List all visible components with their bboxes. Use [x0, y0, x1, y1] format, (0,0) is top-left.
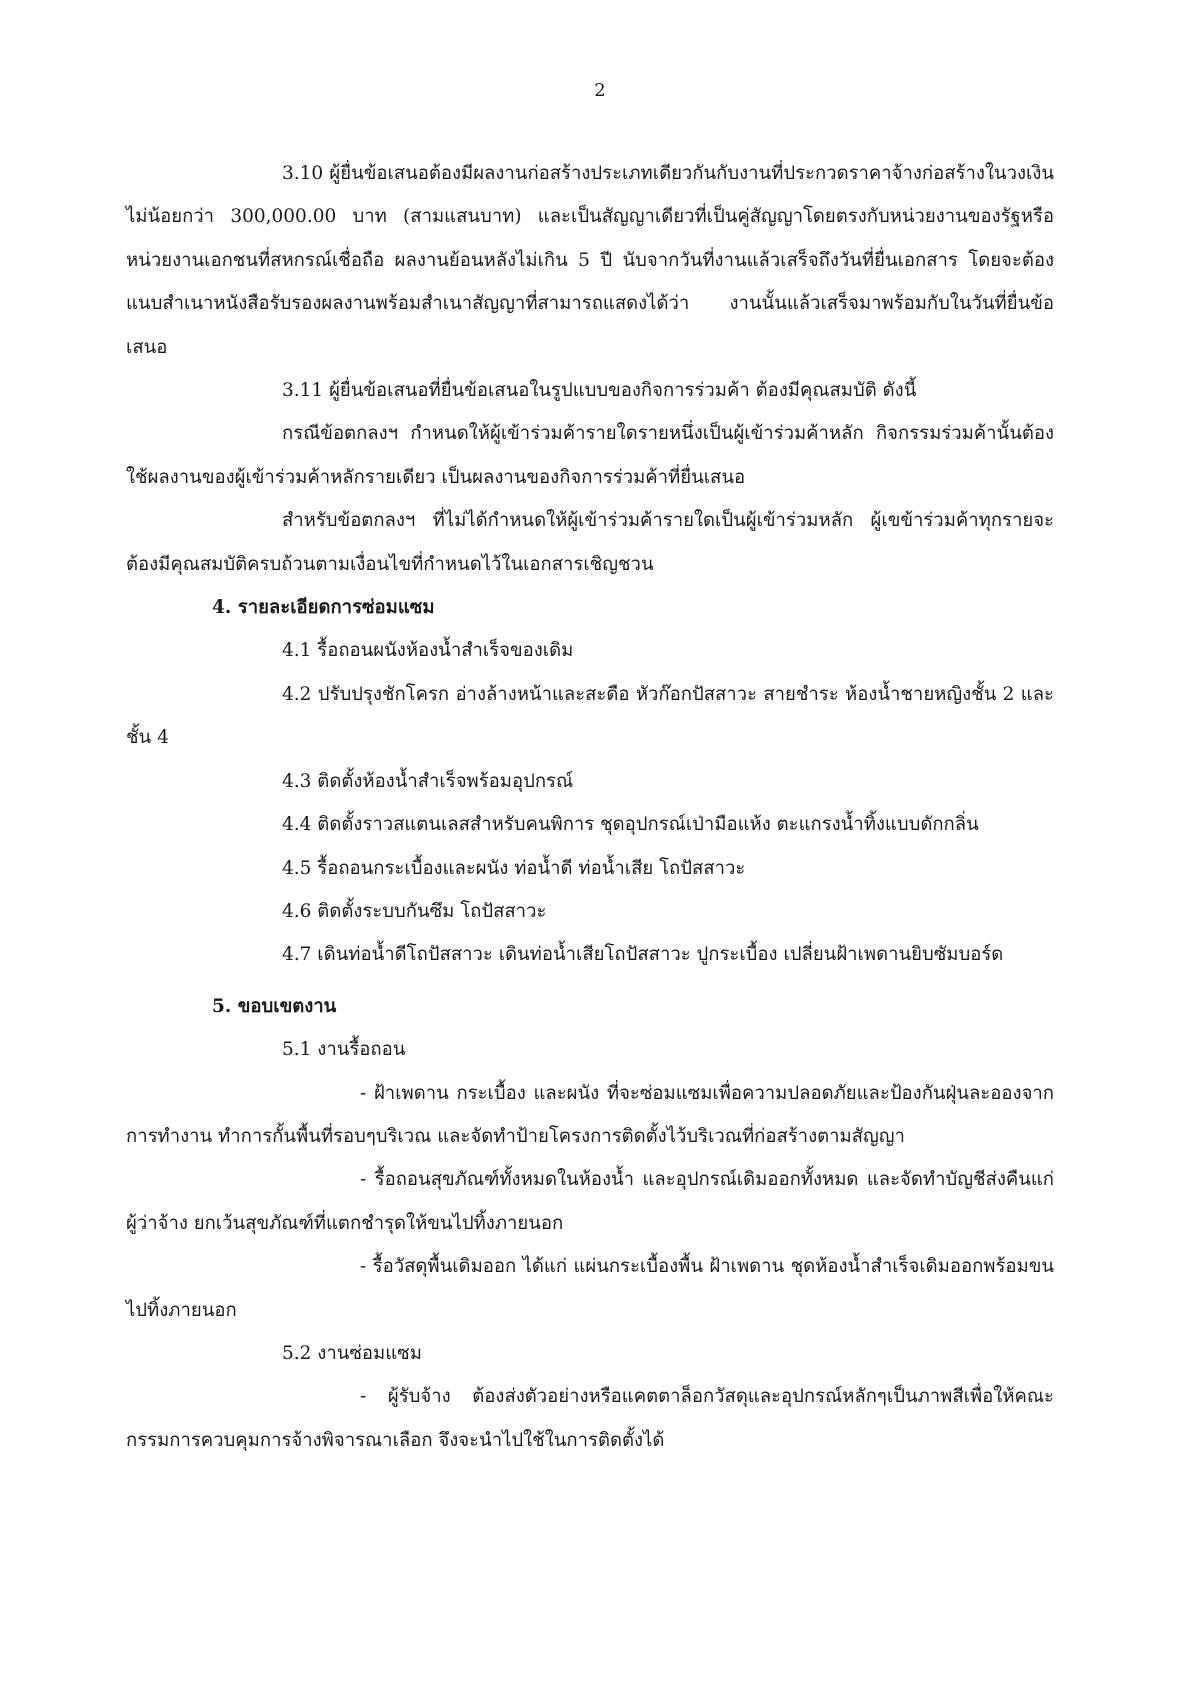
- item-4-7: 4.7 เดินท่อน้ำดีโถปัสสาวะ เดินท่อน้ำเสียโถปัสสาวะ ปูกระเบื้อง เปลี่ยนฝ้าเพดานยิบซัมบอร์ด: [282, 944, 1004, 966]
- subsection-5-2-title: 5.2 งานซ่อมแซม: [282, 1342, 422, 1364]
- section-5-heading: 5. ขอบเขตงาน: [212, 995, 337, 1017]
- item-4-2: 4.2 ปรับปรุงชักโครก อ่างล้างหน้าและสะดือ หัวก๊อกปัสสาวะ สายชำระ ห้องน้ำชายหญิงชั้น 2 และชั้น 4: [126, 683, 1054, 749]
- section-4-heading: 4. รายละเอียดการซ่อมแซม: [212, 597, 435, 619]
- item-4-4: 4.4 ติดตั้งราวสแตนเลสสำหรับคนพิการ ชุดอุปกรณ์เป่ามือแห้ง ตะแกรงน้ำทิ้งแบบดักกลิ่น: [282, 814, 979, 836]
- item-5-2-a: - ผู้รับจ้าง ต้องส่งตัวอย่างหรือแคตตาล็อกวัสดุและอุปกรณ์หลักๆเป็นภาพสีเพื่อให้คณะกรรมการควบคุมการจ้างพิจารณาเลือก จึงจะนำไปใช้ในการติดตั้งได้: [126, 1386, 1054, 1451]
- clause-3-10: 3.10 ผู้ยื่นข้อเสนอต้องมีผลงานก่อสร้างประเภทเดียวกันกับงานที่ประกวดราคาจ้างก่อสร้างในวงเงินไม่น้อยกว่า 300,000.00 บาท (สามแสนบาท) และเป็นสัญญาเดียวที่เป็นคู่สัญญาโดยตรงกับหน่วยงานของรัฐหรือหน่วยงานเอกชนที่สหกรณ์เชื่อถือ ผลงานย้อนหลังไม่เกิน 5 ปี นับจากวันที่งานแล้วเสร็จถึงวันที่ยื่นเอกสาร โดยจะต้องแนบสำเนาหนังสือรับรองผลงานพร้อมสำเนาสัญญาที่สามารถแสดงได้ว่า งานนั้นแล้วเสร็จมาพร้อมกับในวันที่ยื่นข้อเสนอ: [126, 163, 1054, 358]
- item-5-1-c: - รื้อวัสดุพื้นเดิมออก ได้แก่ แผ่นกระเบื้องพื้น ฝ้าเพดาน ชุดห้องน้ำสำเร็จเดิมออกพร้อมขนไปทิ้งภายนอก: [126, 1256, 1054, 1321]
- item-4-3: 4.3 ติดตั้งห้องน้ำสำเร็จพร้อมอุปกรณ์: [282, 770, 574, 792]
- document-body: [126, 152, 1054, 1462]
- clause-3-11-case-lead-partner: กรณีข้อตกลงฯ กำหนดให้ผู้เข้าร่วมค้ารายใดรายหนึ่งเป็นผู้เข้าร่วมค้าหลัก กิจกรรมร่วมค้านั้นต้องใช้ผลงานของผู้เข้าร่วมค้าหลักรายเดียว เป็นผลงานของกิจการร่วมค้าที่ยื่นเสนอ: [126, 423, 1054, 488]
- item-4-6: 4.6 ติดตั้งระบบกันซึม โถปัสสาวะ: [282, 900, 547, 922]
- subsection-5-1-title: 5.1 งานรื้อถอน: [282, 1039, 406, 1061]
- item-5-1-b: - รื้อถอนสุขภัณฑ์ทั้งหมดในห้องน้ำ และอุปกรณ์เดิมออกทั้งหมด และจัดทำบัญชีส่งคืนแก่ผู้ว่าจ้าง ยกเว้นสุขภัณฑ์ที่แตกชำรุดให้ขนไปทิ้งภายนอก: [126, 1169, 1054, 1234]
- clause-3-11: 3.11 ผู้ยื่นข้อเสนอที่ยื่นข้อเสนอในรูปแบบของกิจการร่วมค้า ต้องมีคุณสมบัติ ดังนี้: [282, 380, 917, 402]
- item-4-1: 4.1 รื้อถอนผนังห้องน้ำสำเร็จของเดิม: [282, 640, 574, 662]
- page-number: 2: [594, 80, 606, 101]
- item-5-1-a: - ฝ้าเพดาน กระเบื้อง และผนัง ที่จะซ่อมแซมเพื่อความปลอดภัยและป้องกันฝุ่นละอองจากการทำงาน ทำการกั้นพื้นที่รอบๆบริเวณ และจัดทำป้ายโครงการติดตั้งไว้บริเวณที่ก่อสร้างตามสัญญา: [126, 1082, 1054, 1147]
- item-4-5: 4.5 รื้อถอนกระเบื้องและผนัง ท่อน้ำดี ท่อน้ำเสีย โถปัสสาวะ: [282, 857, 746, 879]
- clause-3-11-case-no-lead-partner: สำหรับข้อตกลงฯ ที่ไม่ได้กำหนดให้ผู้เข้าร่วมค้ารายใดเป็นผู้เข้าร่วมหลัก ผู้เขข้าร่วมค้าทุกรายจะต้องมีคุณสมบัติครบถ้วนตามเงื่อนไขที่กำหนดไว้ในเอกสารเชิญชวน: [126, 510, 1054, 575]
